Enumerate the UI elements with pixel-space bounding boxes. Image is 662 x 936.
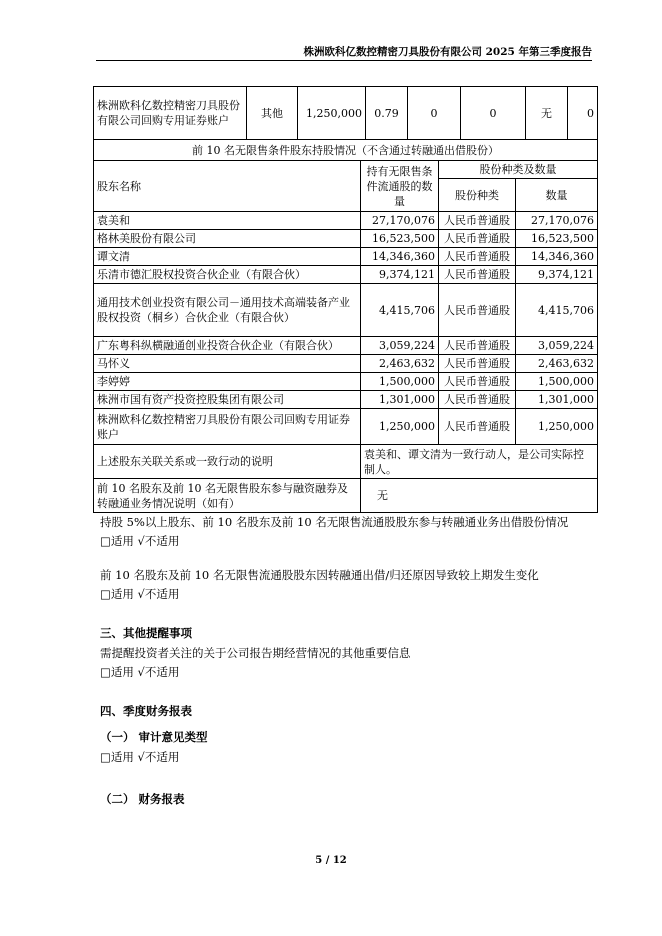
table-row: [94, 248, 598, 266]
col-header-type-group: 股份种类及数量: [439, 161, 598, 179]
row-qty: 14,346,360: [361, 248, 439, 266]
row-name: 马怀义: [94, 355, 361, 373]
shares-held: 1,250,000: [298, 87, 366, 140]
table-row: [94, 87, 598, 140]
row-type: 人民币普通股: [439, 212, 516, 230]
row-name: 袁美和: [94, 212, 361, 230]
lending-option: □适用 √不适用: [100, 534, 180, 548]
restricted-shares: 0: [408, 87, 461, 140]
row-count: 2,463,632: [516, 355, 598, 373]
col-header-name: 股东名称: [94, 161, 361, 212]
table-row: [94, 355, 598, 373]
col-header-type: 股份种类: [439, 179, 516, 212]
row-type: 人民币普通股: [439, 230, 516, 248]
row-type: 人民币普通股: [439, 284, 516, 337]
table-row: [94, 212, 598, 230]
section3-heading: 三、其他提醒事项: [100, 626, 192, 640]
row-count: 9,374,121: [516, 266, 598, 284]
row-qty: 4,415,706: [361, 284, 439, 337]
audit-opinion-option: □适用 √不适用: [100, 750, 180, 764]
row-qty: 1,500,000: [361, 373, 439, 391]
table-row: [94, 230, 598, 248]
row-count: 1,500,000: [516, 373, 598, 391]
lending-paragraph: 持股 5%以上股东、前 10 名股东及前 10 名无限售流通股股东参与转融通业务出借股份情况: [100, 515, 569, 529]
pledge-status: 无: [526, 87, 568, 140]
page-number: 5 / 12: [315, 855, 347, 866]
row-name: 通用技术创业投资有限公司－通用技术高端装备产业股权投资（桐乡）合伙企业（有限合伙）: [94, 284, 361, 337]
table-title: 前 10 名无限售条件股东持股情况（不含通过转融通出借股份）: [94, 140, 598, 161]
share-ratio: 0.79: [366, 87, 408, 140]
row-type: 人民币普通股: [439, 355, 516, 373]
relation-row: [94, 445, 598, 479]
shareholder-name: 株洲欧科亿数控精密刀具股份有限公司回购专用证券账户: [94, 87, 247, 140]
row-qty: 2,463,632: [361, 355, 439, 373]
shareholder-nature: 其他: [247, 87, 298, 140]
table-title-row: [94, 140, 598, 161]
table-row: [94, 391, 598, 409]
col-header-count: 数量: [516, 179, 598, 212]
relation-label: 上述股东关联关系或一致行动的说明: [94, 445, 361, 479]
row-name: 广东粤科纵横融通创业投资合伙企业（有限合伙）: [94, 337, 361, 355]
row-name: 乐清市德汇股权投资合伙企业（有限合伙）: [94, 266, 361, 284]
section3-option: □适用 √不适用: [100, 665, 180, 679]
row-name: 株洲欧科亿数控精密刀具股份有限公司回购专用证券账户: [94, 409, 361, 445]
section4-heading: 四、季度财务报表: [100, 704, 192, 718]
margin-label: 前 10 名股东及前 10 名无限售股东参与融资融券及转融通业务情况说明（如有）: [94, 479, 361, 513]
table-header-row: [94, 161, 598, 179]
table-row: [94, 373, 598, 391]
financial-statements-heading: （二） 财务报表: [100, 792, 185, 806]
table-row: [94, 266, 598, 284]
header-rule: [96, 60, 592, 61]
row-type: 人民币普通股: [439, 373, 516, 391]
shareholder-continued-table: [93, 86, 598, 140]
table-row: [94, 337, 598, 355]
row-qty: 27,170,076: [361, 212, 439, 230]
row-qty: 1,301,000: [361, 391, 439, 409]
row-count: 1,301,000: [516, 391, 598, 409]
pledge-count: 0: [568, 87, 598, 140]
table-row: [94, 284, 598, 337]
row-count: 4,415,706: [516, 284, 598, 337]
audit-opinion-heading: （一） 审计意见类型: [100, 730, 208, 744]
change-paragraph: 前 10 名股东及前 10 名无限售流通股股东因转融通出借/归还原因导致较上期发生变化: [100, 568, 539, 582]
row-count: 27,170,076: [516, 212, 598, 230]
row-name: 谭文清: [94, 248, 361, 266]
margin-text: 无: [361, 479, 598, 513]
row-type: 人民币普通股: [439, 391, 516, 409]
row-name: 株洲市国有资产投资控股集团有限公司: [94, 391, 361, 409]
change-option: □适用 √不适用: [100, 587, 180, 601]
row-count: 1,250,000: [516, 409, 598, 445]
row-qty: 9,374,121: [361, 266, 439, 284]
row-qty: 16,523,500: [361, 230, 439, 248]
col-header-qty: 持有无限售条件流通股的数量: [361, 161, 439, 212]
row-name: 格林美股份有限公司: [94, 230, 361, 248]
margin-row: [94, 479, 598, 513]
pledged-shares: 0: [461, 87, 526, 140]
row-type: 人民币普通股: [439, 266, 516, 284]
row-qty: 1,250,000: [361, 409, 439, 445]
section3-text: 需提醒投资者关注的关于公司报告期经营情况的其他重要信息: [100, 646, 411, 660]
top10-unrestricted-table: [93, 139, 598, 513]
table-row: [94, 409, 598, 445]
relation-text: 袁美和、谭文清为一致行动人，是公司实际控制人。: [361, 445, 598, 479]
row-count: 14,346,360: [516, 248, 598, 266]
row-type: 人民币普通股: [439, 248, 516, 266]
row-type: 人民币普通股: [439, 409, 516, 445]
row-count: 3,059,224: [516, 337, 598, 355]
page-header: 株洲欧科亿数控精密刀具股份有限公司 2025 年第三季度报告: [303, 46, 592, 58]
row-name: 李婷婷: [94, 373, 361, 391]
row-type: 人民币普通股: [439, 337, 516, 355]
row-count: 16,523,500: [516, 230, 598, 248]
row-qty: 3,059,224: [361, 337, 439, 355]
